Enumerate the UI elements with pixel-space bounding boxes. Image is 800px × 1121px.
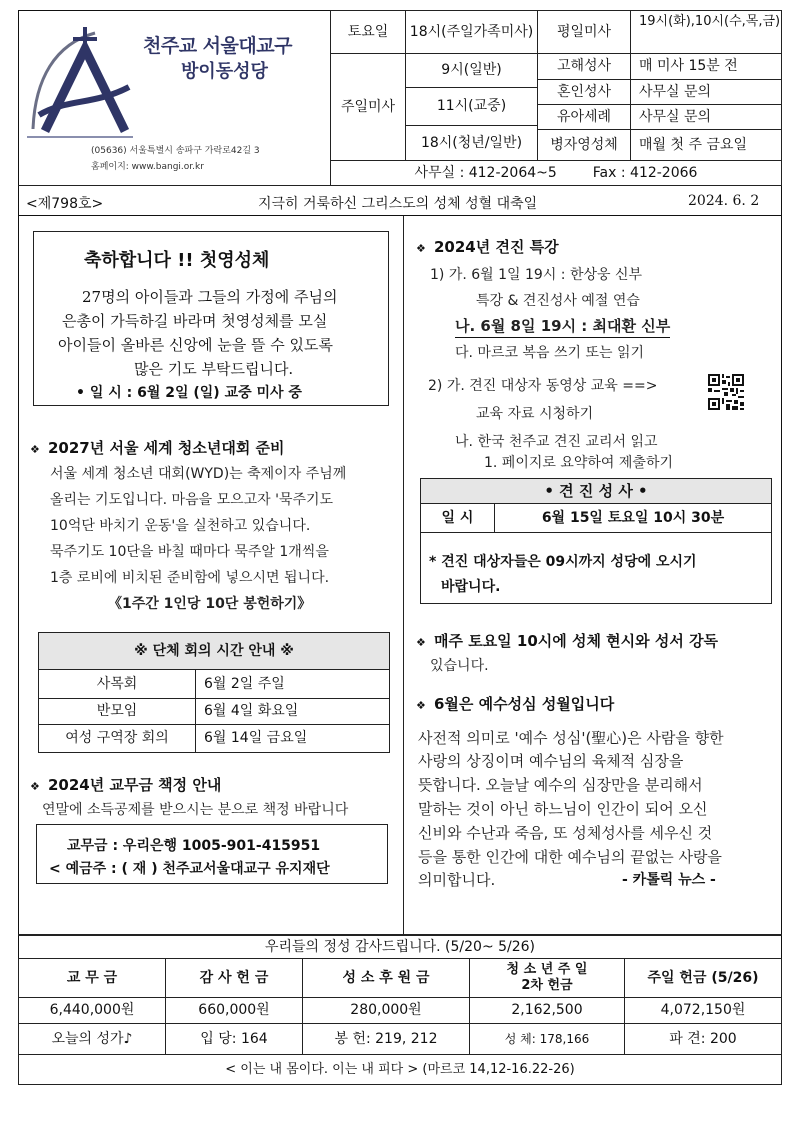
tax-account: 교무금 : 우리은행 1005-901-415951	[67, 838, 321, 854]
wyd-heading	[30, 437, 285, 458]
sacred-heart-line-7: 의미합니다.	[418, 871, 496, 889]
sacrament-when-label: 일 시	[420, 503, 495, 533]
offering-value-1: 6,440,000원	[18, 997, 166, 1024]
offerings-title: 우리들의 정성 감사드립니다. (5/20~ 5/26)	[18, 935, 782, 959]
sunday-label: 주일미사	[330, 53, 406, 161]
confirmation-line-4: 다. 마르코 복음 쓰기 또는 읽기	[455, 345, 644, 361]
sacred-heart-line-5: 신비와 수난과 죽음, 또 성체성사를 세우신 것	[418, 824, 713, 842]
sacred-heart-line-2: 사랑의 상징이며 예수님의 육체적 심장을	[418, 752, 684, 770]
diamond-bullet-icon: ❖	[416, 636, 426, 649]
wyd-line-5: 1층 로비에 비치된 준비함에 넣으시면 됩니다.	[50, 570, 330, 586]
service-label-marriage: 혼인성사	[537, 79, 631, 105]
issue-date: 2024. 6. 2	[688, 193, 760, 209]
hymn-offertory: 봉 헌: 219, 212	[302, 1023, 470, 1055]
service-value-marriage: 사무실 문의	[630, 79, 782, 105]
service-label-infant-baptism: 유아세례	[537, 104, 631, 130]
adoration-line-1: 매주 토요일 10시에 성체 현시와 성서 강독	[434, 632, 719, 650]
tax-heading	[30, 774, 221, 795]
sunday-time-2: 11시(교중)	[405, 87, 538, 126]
meeting-date-3: 6월 14일 금요일	[195, 724, 390, 753]
hymn-entrance: 입 당: 164	[165, 1023, 303, 1055]
wyd-line-1: 서울 세계 청소년 대회(WYD)는 축제이자 주님께	[50, 466, 347, 482]
meeting-name-1: 사목회	[38, 669, 196, 699]
offering-header-5: 주일 헌금 (5/26)	[624, 958, 782, 998]
saturday-value: 18시(주일가족미사)	[405, 10, 538, 54]
service-value-infant-baptism: 사무실 문의	[630, 104, 782, 130]
sacred-heart-line-6: 등을 통한 인간에 대한 예수님의 끝없는 사랑을	[418, 848, 722, 866]
diamond-bullet-icon: ❖	[416, 699, 426, 712]
offering-header-1: 교 무 금	[18, 958, 166, 998]
wyd-closing: 《1주간 1인당 10단 봉헌하기》	[108, 596, 312, 612]
tax-holder: < 예금주 : ( 재 ) 천주교서울대교구 유지재단	[49, 861, 330, 877]
homepage[interactable]: 홈페이지: www.bangi.or.kr	[91, 162, 204, 172]
confirmation-heading	[416, 236, 559, 257]
issue-number: <제798호>	[26, 196, 104, 212]
hymn-label: 오늘의 성가♪	[18, 1023, 166, 1055]
column-divider	[403, 216, 404, 934]
offering-header-4: 청 소 년 주 일 2차 헌금	[469, 958, 625, 998]
tax-line: 연말에 소득공제를 받으시는 분으로 책정 바랍니다	[42, 802, 349, 818]
office-phone: 사무실 : 412-2064~5	[414, 164, 557, 181]
confirmation-line-7: 나. 한국 천주교 견진 교리서 읽고	[455, 434, 658, 450]
tax-title: 2024년 교무금 책정 안내	[48, 776, 222, 794]
meeting-date-2: 6월 4일 화요일	[195, 698, 390, 725]
weekday-label: 평일미사	[537, 10, 631, 54]
first-communion-title: 축하합니다 !! 첫영성체	[84, 250, 270, 271]
wyd-title: 2027년 서울 세계 청소년대회 준비	[48, 439, 285, 457]
first-communion-when: • 일 시 : 6월 2일 (일) 교중 미사 중	[76, 385, 302, 401]
saturday-label: 토요일	[330, 10, 406, 54]
hymn-dismissal: 파 견: 200	[624, 1023, 782, 1055]
diamond-bullet-icon: ❖	[30, 780, 40, 793]
confirmation-line-8: 1. 페이지로 요약하여 제출하기	[484, 455, 673, 471]
offering-value-2: 660,000원	[165, 997, 303, 1024]
confirmation-line-3: 나. 6월 8일 19시 : 최대환 신부	[455, 315, 670, 338]
service-label-confession: 고해성사	[537, 53, 631, 80]
parish-logo-icon	[25, 19, 135, 149]
qr-code-icon[interactable]	[706, 372, 746, 412]
sunday-time-1: 9시(일반)	[405, 53, 538, 88]
diamond-bullet-icon: ❖	[416, 242, 426, 255]
first-communion-line-3: 아이들이 올바른 신앙에 눈을 뜰 수 있도록	[58, 336, 333, 354]
wyd-line-4: 묵주기도 10단을 바칠 때마다 묵주알 1개씩을	[50, 544, 329, 560]
sacrament-notice-2: 바랍니다.	[441, 579, 501, 595]
confirmation-title: 2024년 견진 특강	[434, 238, 559, 256]
first-communion-box	[33, 231, 389, 406]
issue-title: 지극히 거룩하신 그리스도의 성체 성혈 대축일	[258, 196, 538, 212]
sacred-heart-line-1: 사전적 의미로 '예수 성심'(聖心)은 사람을 향한	[418, 729, 724, 747]
offering-value-4: 2,162,500	[469, 997, 625, 1024]
offering-header-3: 성 소 후 원 금	[302, 958, 470, 998]
hymn-communion: 성 체: 178,166	[469, 1023, 625, 1055]
service-label-sick-communion: 병자영성체	[537, 129, 631, 161]
sacred-heart-title: 6월은 예수성심 성월입니다	[434, 695, 615, 713]
confirmation-line-2: 특강 & 견진성사 예절 연습	[476, 293, 640, 309]
sacrament-when-value: 6월 15일 토요일 10시 30분	[494, 503, 772, 533]
sacrament-notice-box	[420, 532, 772, 604]
gospel-verse: < 이는 내 몸이다. 이는 내 피다 > (마르코 14,12-16.22-26)	[18, 1054, 782, 1085]
sacred-heart-source: - 카톨릭 뉴스 -	[622, 872, 716, 888]
tax-account-box	[36, 824, 388, 884]
first-communion-line-1: 27명의 아이들과 그들의 가정에 주님의	[82, 288, 338, 306]
sunday-time-3: 18시(청년/일반)	[405, 125, 538, 161]
sacrament-title: • 견 진 성 사 •	[420, 478, 772, 504]
confirmation-line-6: 교육 자료 시청하기	[476, 406, 594, 422]
office-contact-row	[330, 160, 782, 186]
diamond-bullet-icon: ❖	[30, 443, 40, 456]
meeting-date-1: 6월 2일 주일	[195, 669, 390, 699]
confirmation-line-5: 2) 가. 견진 대상자 동영상 교육 ==>	[428, 378, 658, 394]
sacred-heart-line-3: 뜻합니다. 오늘날 예수의 심장만을 분리해서	[418, 776, 703, 794]
service-value-confession: 매 미사 15분 전	[630, 53, 782, 80]
meeting-name-3: 여성 구역장 회의	[38, 724, 196, 753]
address: (05636) 서울특별시 송파구 가락로42길 3	[91, 146, 260, 156]
wyd-line-3: 10억단 바치기 운동'을 실천하고 있습니다.	[50, 518, 311, 534]
offering-value-5: 4,072,150원	[624, 997, 782, 1024]
weekday-value: 19시(화),10시(수,목,금)	[630, 10, 782, 54]
adoration-line-2: 있습니다.	[430, 658, 489, 674]
header-logo-area	[19, 11, 331, 178]
adoration-heading	[416, 630, 718, 651]
wyd-line-2: 올리는 기도입니다. 마음을 모으고자 '묵주기도	[50, 492, 334, 508]
sacrament-notice-1: * 견진 대상자들은 09시까지 성당에 오시기	[429, 554, 697, 570]
first-communion-line-2: 은총이 가득하길 바라며 첫영성체를 모실	[62, 312, 328, 330]
fax-number: Fax : 412-2066	[592, 164, 698, 181]
first-communion-line-4: 많은 기도 부탁드립니다.	[134, 360, 294, 378]
service-value-sick-communion: 매월 첫 주 금요일	[630, 129, 782, 161]
sacred-heart-line-4: 말하는 것이 아닌 하느님이 인간이 되어 오신	[418, 800, 708, 818]
offering-value-3: 280,000원	[302, 997, 470, 1024]
parish-name-line-1: 천주교 서울대교구	[143, 35, 292, 57]
sacred-heart-heading	[416, 693, 614, 714]
meetings-title: ※ 단체 회의 시간 안내 ※	[38, 632, 390, 670]
confirmation-line-1: 1) 가. 6월 1일 19시 : 한상웅 신부	[430, 267, 643, 283]
parish-name-line-2: 방이동성당	[181, 61, 268, 82]
offering-header-2: 감 사 헌 금	[165, 958, 303, 998]
issue-bar	[18, 186, 782, 216]
meeting-name-2: 반모임	[38, 698, 196, 725]
